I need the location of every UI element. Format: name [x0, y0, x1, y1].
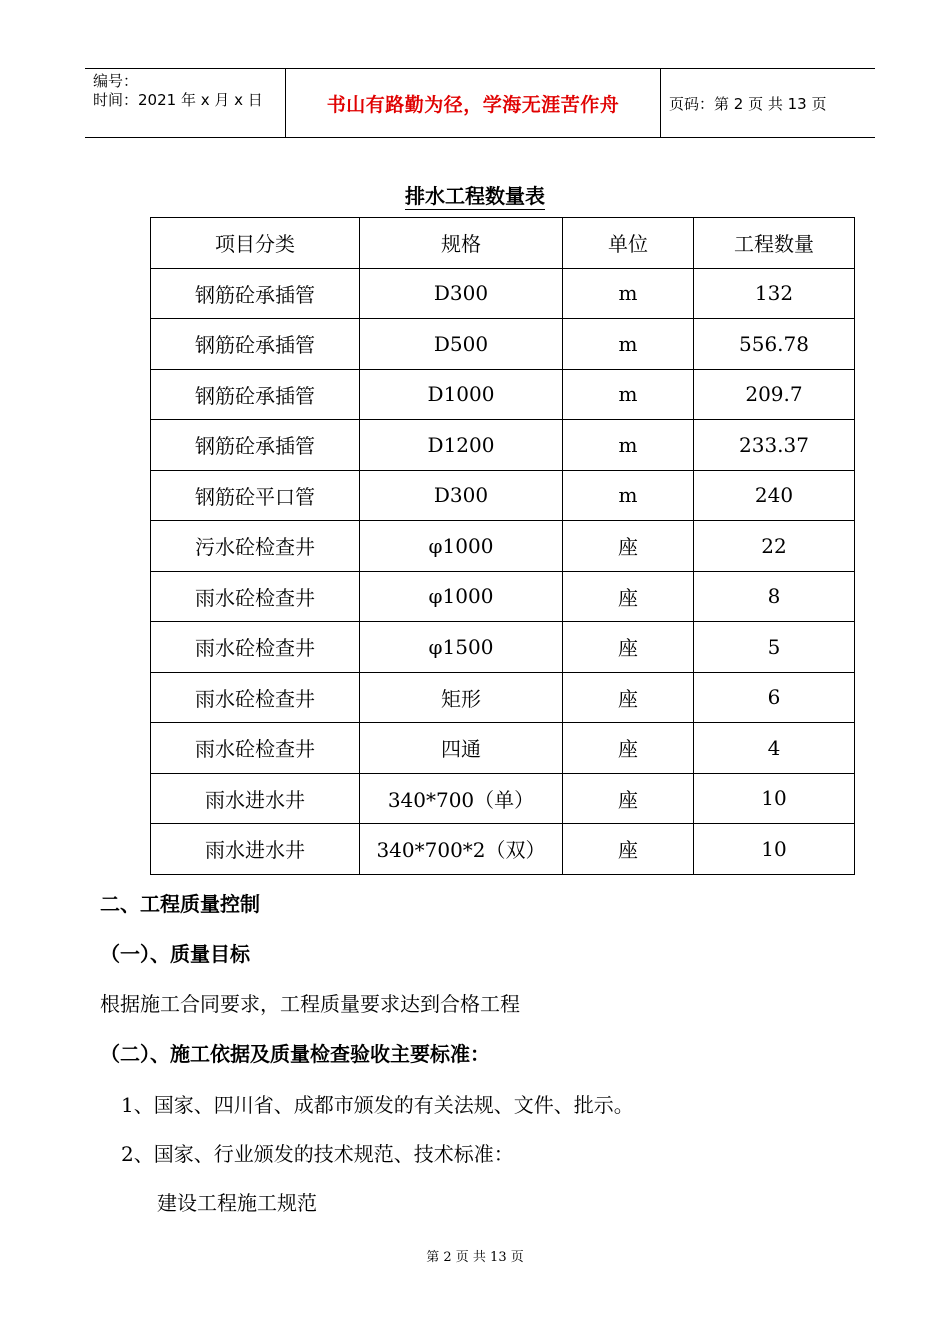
table-row [151, 369, 855, 420]
table-cell: 233.37 [694, 420, 855, 471]
column-header: 工程数量 [694, 218, 855, 269]
number-label: 编号： [93, 72, 139, 90]
table-cell: 座 [563, 622, 694, 673]
column-header: 单位 [563, 218, 694, 269]
table-cell: 座 [563, 723, 694, 774]
table-body [151, 268, 855, 874]
table-cell: 6 [694, 672, 855, 723]
table-cell: 座 [563, 773, 694, 824]
table-row [151, 723, 855, 774]
table-row [151, 672, 855, 723]
quantity-table [150, 217, 855, 875]
table-cell: m [563, 319, 694, 370]
subsection-heading: （二）、施工依据及质量检查验收主要标准： [100, 1042, 490, 1066]
table-cell: 10 [694, 773, 855, 824]
table-cell: 座 [563, 672, 694, 723]
table-row [151, 420, 855, 471]
table-cell: 污水砼检查井 [151, 521, 360, 572]
table-cell: 22 [694, 521, 855, 572]
table-cell: 钢筋砼承插管 [151, 369, 360, 420]
table-cell: D500 [360, 319, 563, 370]
table-row [151, 824, 855, 875]
table-cell: φ1000 [360, 571, 563, 622]
header-meta [85, 69, 285, 137]
table-header-row [151, 218, 855, 269]
table-cell: m [563, 470, 694, 521]
table-cell: 雨水砼检查井 [151, 672, 360, 723]
table-row [151, 571, 855, 622]
table-cell: 雨水砼检查井 [151, 571, 360, 622]
table-cell: m [563, 369, 694, 420]
column-header: 规格 [360, 218, 563, 269]
table-cell: 钢筋砼平口管 [151, 470, 360, 521]
table-cell: 座 [563, 571, 694, 622]
page-footer: 第 2 页 共 13 页 [426, 1250, 524, 1265]
table-cell: m [563, 268, 694, 319]
time-label: 时间：2021 年 x 月 x 日 [93, 91, 263, 109]
table-row [151, 521, 855, 572]
table-cell: D300 [360, 470, 563, 521]
table-row [151, 268, 855, 319]
table-cell: 座 [563, 824, 694, 875]
table-cell: 340*700（单） [360, 773, 563, 824]
table-row [151, 773, 855, 824]
table-cell: 座 [563, 521, 694, 572]
table-cell: 10 [694, 824, 855, 875]
header-motto: 书山有路勤为径，学海无涯苦作舟 [285, 69, 661, 137]
table-cell: 雨水砼检查井 [151, 622, 360, 673]
table-title: 排水工程数量表 [405, 184, 545, 208]
subsection-heading: （一）、质量目标 [100, 942, 250, 966]
table-cell: 240 [694, 470, 855, 521]
table-cell: D1200 [360, 420, 563, 471]
table-cell: 556.78 [694, 319, 855, 370]
table-cell: 雨水进水井 [151, 824, 360, 875]
section-heading: 二、工程质量控制 [100, 892, 260, 916]
list-subitem: 建设工程施工规范 [157, 1191, 317, 1215]
table-cell: m [563, 420, 694, 471]
table-cell: 5 [694, 622, 855, 673]
header-page-info: 页码：第 2 页 共 13 页 [669, 94, 827, 113]
table-cell: 209.7 [694, 369, 855, 420]
page-header [85, 68, 875, 138]
table-cell: 4 [694, 723, 855, 774]
table-cell: 8 [694, 571, 855, 622]
list-item: 1、国家、四川省、成都市颁发的有关法规、文件、批示。 [121, 1093, 634, 1117]
column-header: 项目分类 [151, 218, 360, 269]
table-cell: 132 [694, 268, 855, 319]
table-cell: 钢筋砼承插管 [151, 420, 360, 471]
table-cell: D300 [360, 268, 563, 319]
paragraph: 根据施工合同要求，工程质量要求达到合格工程 [100, 992, 520, 1016]
table-cell: φ1500 [360, 622, 563, 673]
table-cell: 雨水砼检查井 [151, 723, 360, 774]
table-cell: 四通 [360, 723, 563, 774]
table-row [151, 622, 855, 673]
table-cell: D1000 [360, 369, 563, 420]
table-cell: 钢筋砼承插管 [151, 319, 360, 370]
list-item: 2、国家、行业颁发的技术规范、技术标准： [121, 1142, 514, 1166]
table-cell: 钢筋砼承插管 [151, 268, 360, 319]
table-cell: 矩形 [360, 672, 563, 723]
table-cell: 340*700*2（双） [360, 824, 563, 875]
table-row [151, 319, 855, 370]
table-cell: φ1000 [360, 521, 563, 572]
table-cell: 雨水进水井 [151, 773, 360, 824]
table-row [151, 470, 855, 521]
